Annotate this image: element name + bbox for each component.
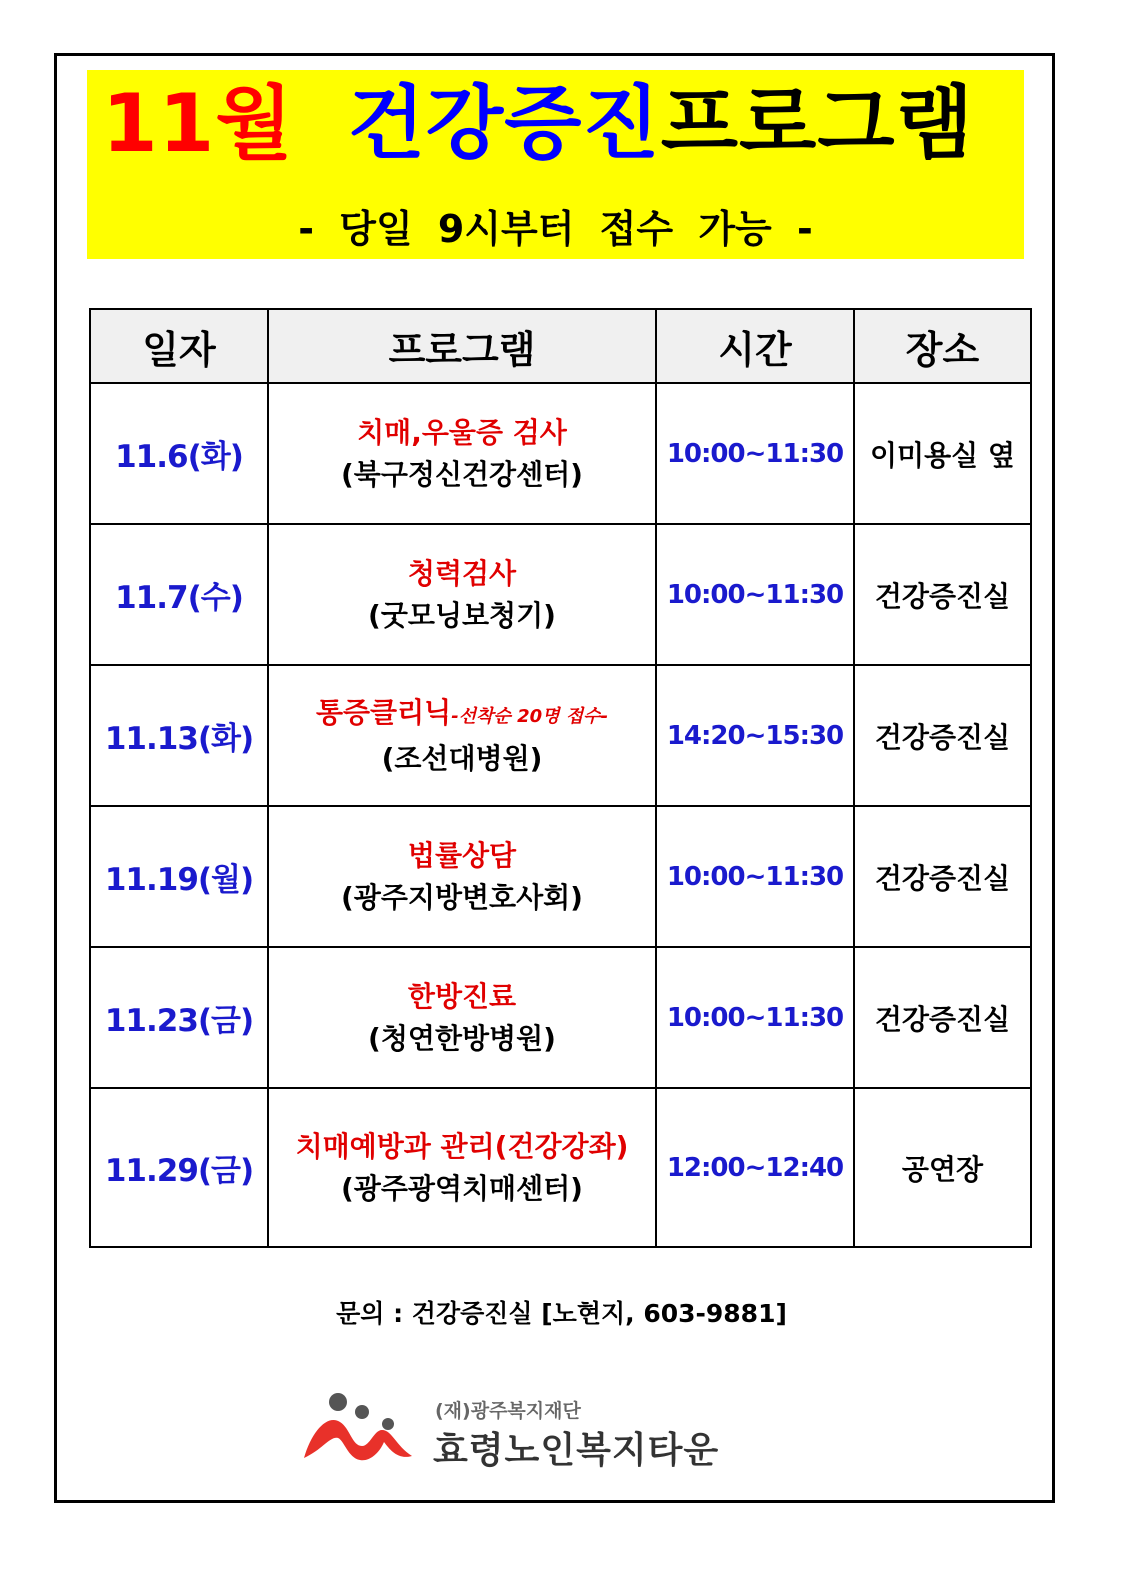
table-header-row [90,309,1031,383]
page-subtitle: - 당일 9시부터 접수 가능 - [298,207,813,251]
row-place: 건강증진실 [854,947,1031,1088]
header-date: 일자 [90,309,268,383]
row-place: 건강증진실 [854,524,1031,665]
row-time: 14:20~15:30 [656,665,854,806]
row-program-cell [268,1088,656,1247]
title-month: 11월 [102,77,294,170]
header-place: 장소 [854,309,1031,383]
row-program-cell [268,665,656,806]
row-place: 이미용실 옆 [854,383,1031,524]
row-organization: (굿모닝보청기) [368,598,556,632]
header-program: 프로그램 [268,309,656,383]
row-date: 11.23(금) [90,947,268,1088]
table-row [90,1088,1031,1247]
table-row [90,947,1031,1088]
row-organization: (청연한방병원) [368,1021,556,1055]
contact-info: 문의 : 건강증진실 [노현지, 603-9881] [336,1299,787,1328]
row-time: 10:00~11:30 [656,947,854,1088]
row-program-cell [268,947,656,1088]
row-program: 통증클리닉 [315,695,452,729]
row-time: 12:00~12:40 [656,1088,854,1247]
row-time: 10:00~11:30 [656,806,854,947]
header-time: 시간 [656,309,854,383]
row-place: 건강증진실 [854,665,1031,806]
row-time: 10:00~11:30 [656,524,854,665]
table-row [90,806,1031,947]
row-program: 치매예방과 관리(건강강좌) [295,1129,629,1163]
logo-org-name: 효령노인복지타운 [433,1430,720,1471]
table-row [90,665,1031,806]
title-banner [87,70,1024,259]
row-organization: (광주광역치매센터) [341,1171,583,1205]
row-organization: (북구정신건강센터) [341,457,583,491]
table-row [90,524,1031,665]
row-program-cell [268,524,656,665]
row-date: 11.13(화) [90,665,268,806]
row-date: 11.7(수) [90,524,268,665]
row-program-note: -선착순 20명 접수- [451,705,609,727]
title-highlight: 건강증진 [347,77,661,170]
title-rest: 프로그램 [660,77,974,170]
schedule-table [89,308,1032,1248]
row-program: 치매,우울증 검사 [357,415,567,449]
row-program: 한방진료 [407,979,517,1013]
page-title [102,76,974,172]
row-organization: (조선대병원) [381,741,543,775]
row-program-cell [268,383,656,524]
row-organization: (광주지방변호사회) [341,880,583,914]
table-row [90,383,1031,524]
row-place: 건강증진실 [854,806,1031,947]
row-date: 11.29(금) [90,1088,268,1247]
logo-mark-icon [300,1390,418,1468]
logo-org-small: (재)광주복지재단 [435,1400,581,1422]
row-date: 11.19(월) [90,806,268,947]
row-program: 법률상담 [407,838,517,872]
row-date: 11.6(화) [90,383,268,524]
foundation-logo [300,1390,770,1470]
row-program-cell [268,806,656,947]
row-program: 청력검사 [407,556,517,590]
row-time: 10:00~11:30 [656,383,854,524]
row-program-line [269,692,655,738]
row-place: 공연장 [854,1088,1031,1247]
